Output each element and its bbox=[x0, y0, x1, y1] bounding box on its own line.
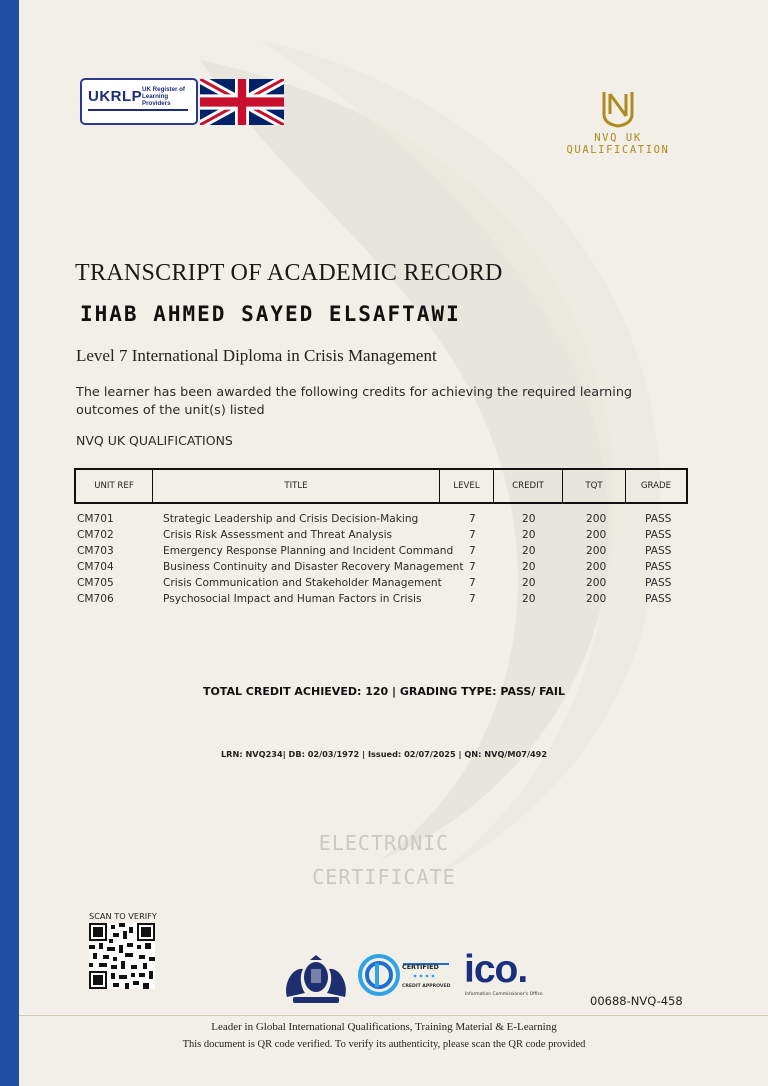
scan-to-verify-label: SCAN TO VERIFY bbox=[89, 911, 157, 921]
unit-title: Crisis Risk Assessment and Threat Analysis bbox=[163, 529, 393, 541]
table-row bbox=[77, 561, 697, 577]
unit-tqt: 200 bbox=[586, 545, 607, 557]
unit-tqt: 200 bbox=[586, 513, 607, 525]
nvq-logo-icon bbox=[598, 88, 638, 128]
unit-title: Crisis Communication and Stakeholder Management bbox=[163, 577, 442, 589]
watermark-line-1: ELECTRONIC bbox=[318, 831, 450, 855]
table-row bbox=[77, 529, 697, 545]
table-row bbox=[77, 593, 697, 609]
footer-divider bbox=[19, 1015, 768, 1016]
unit-credit: 20 bbox=[522, 593, 536, 605]
unit-tqt: 200 bbox=[586, 577, 607, 589]
cpd-logo-icon bbox=[357, 953, 452, 997]
unit-grade: PASS bbox=[645, 577, 672, 589]
unit-credit: 20 bbox=[522, 529, 536, 541]
unit-credit: 20 bbox=[522, 513, 536, 525]
header-unit-ref: UNIT REF bbox=[76, 470, 153, 502]
units-table-header bbox=[74, 468, 688, 504]
cpd-approved-label: CREDIT APPROVED bbox=[402, 984, 451, 989]
unit-ref: CM701 bbox=[77, 513, 114, 525]
total-credit-summary: TOTAL CREDIT ACHIEVED: 120 | GRADING TYPE: PASS/ FAIL bbox=[202, 685, 566, 698]
ukrlp-subtitle: UK Register of Learning Providers bbox=[142, 86, 185, 107]
unit-tqt: 200 bbox=[586, 593, 607, 605]
footer-tagline: Leader in Global International Qualifications, Training Material & E-Learning bbox=[211, 1021, 557, 1033]
unit-title: Strategic Leadership and Crisis Decision-Making bbox=[163, 513, 419, 525]
unit-level: 7 bbox=[469, 513, 476, 525]
header-grade: GRADE bbox=[640, 481, 672, 491]
unit-grade: PASS bbox=[645, 593, 672, 605]
qualification-title: Level 7 International Diploma in Crisis Management bbox=[76, 346, 437, 365]
units-table-body bbox=[77, 513, 697, 609]
learner-name: IHAB AHMED SAYED ELSAFTAWI bbox=[80, 302, 461, 326]
awarding-body: NVQ UK QUALIFICATIONS bbox=[76, 433, 233, 448]
unit-credit: 20 bbox=[522, 577, 536, 589]
unit-level: 7 bbox=[469, 529, 476, 541]
watermark-line-2: CERTIFICATE bbox=[312, 865, 456, 889]
unit-level: 7 bbox=[469, 577, 476, 589]
unit-ref: CM703 bbox=[77, 545, 114, 557]
royal-crest-icon bbox=[279, 947, 353, 1007]
left-accent-bar bbox=[0, 0, 19, 1086]
ukrlp-acronym: UKRLP bbox=[88, 88, 143, 105]
header-tqt: TQT bbox=[563, 470, 626, 502]
unit-tqt: 200 bbox=[586, 561, 607, 573]
unit-grade: PASS bbox=[645, 529, 672, 541]
unit-title: Psychosocial Impact and Human Factors in Crisis bbox=[163, 593, 422, 605]
header-level: LEVEL bbox=[440, 470, 494, 502]
electronic-certificate-watermark bbox=[0, 826, 768, 894]
ico-logo: ico. bbox=[464, 948, 528, 991]
unit-level: 7 bbox=[469, 593, 476, 605]
unit-tqt: 200 bbox=[586, 529, 607, 541]
table-row bbox=[77, 577, 697, 593]
intro-paragraph: The learner has been awarded the following credits for achieving the required learning outcomes of the unit(s) listed bbox=[76, 385, 633, 418]
header-credit: CREDIT bbox=[494, 470, 563, 502]
table-row bbox=[77, 513, 697, 529]
ico-subtitle: Information Commissioner's Office bbox=[465, 992, 543, 997]
qr-code-icon[interactable] bbox=[89, 923, 155, 989]
brand-name: NVQ UK QUALIFICATION bbox=[566, 132, 670, 156]
unit-ref: CM705 bbox=[77, 577, 114, 589]
uk-flag-icon bbox=[200, 79, 284, 125]
unit-credit: 20 bbox=[522, 545, 536, 557]
unit-grade: PASS bbox=[645, 561, 672, 573]
unit-title: Business Continuity and Disaster Recovery Management bbox=[163, 561, 464, 573]
unit-credit: 20 bbox=[522, 561, 536, 573]
learner-meta-line: LRN: NVQ234| DB: 02/03/1972 | Issued: 02/07/2025 | QN: NVQ/M07/492 bbox=[220, 749, 548, 759]
page-title: TRANSCRIPT OF ACADEMIC RECORD bbox=[75, 260, 503, 286]
unit-grade: PASS bbox=[645, 545, 672, 557]
unit-title: Emergency Response Planning and Incident Command bbox=[163, 545, 454, 557]
unit-level: 7 bbox=[469, 561, 476, 573]
unit-level: 7 bbox=[469, 545, 476, 557]
unit-ref: CM702 bbox=[77, 529, 114, 541]
unit-ref: CM706 bbox=[77, 593, 114, 605]
unit-ref: CM704 bbox=[77, 561, 114, 573]
table-row bbox=[77, 545, 697, 561]
ukrlp-underline bbox=[88, 109, 188, 111]
cpd-certified-label: CERTIFIED bbox=[402, 963, 439, 971]
certificate-serial-number: 00688-NVQ-458 bbox=[590, 994, 683, 1008]
footer-verification-note: This document is QR code verified. To verify its authenticity, please scan the QR code provided bbox=[182, 1039, 586, 1050]
ukrlp-badge bbox=[80, 78, 198, 125]
unit-grade: PASS bbox=[645, 513, 672, 525]
header-title: TITLE bbox=[153, 470, 440, 502]
